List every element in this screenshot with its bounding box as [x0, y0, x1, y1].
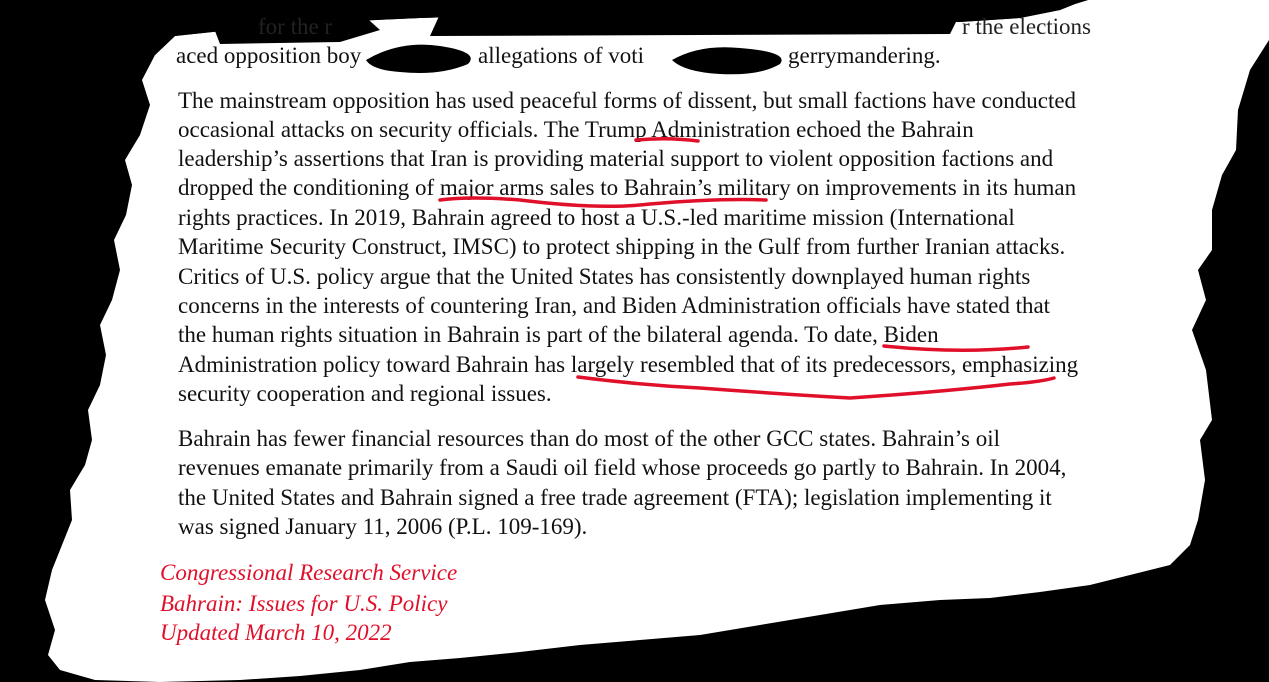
citation-report: Bahrain: Issues for U.S. Policy — [160, 591, 448, 616]
text-run: Administration echoed the Bahrain — [646, 117, 974, 142]
fragment-text: for the r — [258, 14, 333, 39]
paragraph-line: was signed January 11, 2006 (P.L. 109-169). — [178, 514, 588, 539]
fragment-text: r the elections — [962, 14, 1092, 39]
underlined-phrase: major arms sales to Bahrain — [439, 175, 697, 200]
text-run: dropped the conditioning of — [178, 175, 440, 200]
fragment-text: allegations of voti — [478, 43, 645, 68]
text-run: the human rights situation in Bahrain is part of the bilateral agenda. — [178, 322, 805, 347]
paragraph-line: leadership’s assertions that Iran is providing material support to violent opposition factions and — [178, 146, 1054, 171]
paragraph-line: Bahrain has fewer financial resources than do most of the other GCC states. Bahrain’s oil — [178, 426, 1001, 451]
underlined-phrase: Trump — [584, 117, 647, 142]
paragraph-line: concerns in the interests of countering Iran, and Biden Administration officials have stated that — [178, 293, 1051, 318]
paragraph-line — [178, 173, 1076, 202]
text-run: occasional attacks on security officials. The — [178, 117, 585, 142]
fragment-text: aced opposition boy — [176, 43, 362, 68]
underlined-phrase: has largely resembled that of its predecessors — [534, 352, 951, 377]
text-run: Administration policy toward Bahrain — [178, 352, 535, 377]
paragraph-line: The mainstream opposition has used peaceful forms of dissent, but small factions have conducted — [178, 88, 1077, 113]
paragraph-line: revenues emanate primarily from a Saudi oil field whose proceeds go partly to Bahrain. In 2004, — [178, 455, 1067, 480]
paragraph-line: Maritime Security Construct, IMSC) to protect shipping in the Gulf from further Iranian attacks. — [178, 234, 1066, 259]
fragment-text: gerrymandering. — [788, 43, 941, 68]
underlined-phrase: To date, Biden — [804, 322, 939, 347]
paragraph-line: the United States and Bahrain signed a free trade agreement (FTA); legislation implementing it — [178, 485, 1052, 510]
paragraph-line — [178, 350, 1078, 379]
paragraph-line — [178, 320, 939, 349]
paragraph-line: Critics of U.S. policy argue that the United States has consistently downplayed human rights — [178, 264, 1031, 289]
text-run: , emphasizing — [950, 352, 1079, 377]
paragraph-line — [178, 115, 974, 144]
text-run: ’s military on improvements in its human — [696, 175, 1077, 200]
paragraph-line: rights practices. In 2019, Bahrain agreed to host a U.S.-led maritime mission (International — [178, 205, 1015, 230]
paragraph-line: security cooperation and regional issues. — [178, 381, 552, 406]
citation-updated: Updated March 10, 2022 — [160, 620, 392, 645]
citation-source: Congressional Research Service — [160, 560, 458, 585]
